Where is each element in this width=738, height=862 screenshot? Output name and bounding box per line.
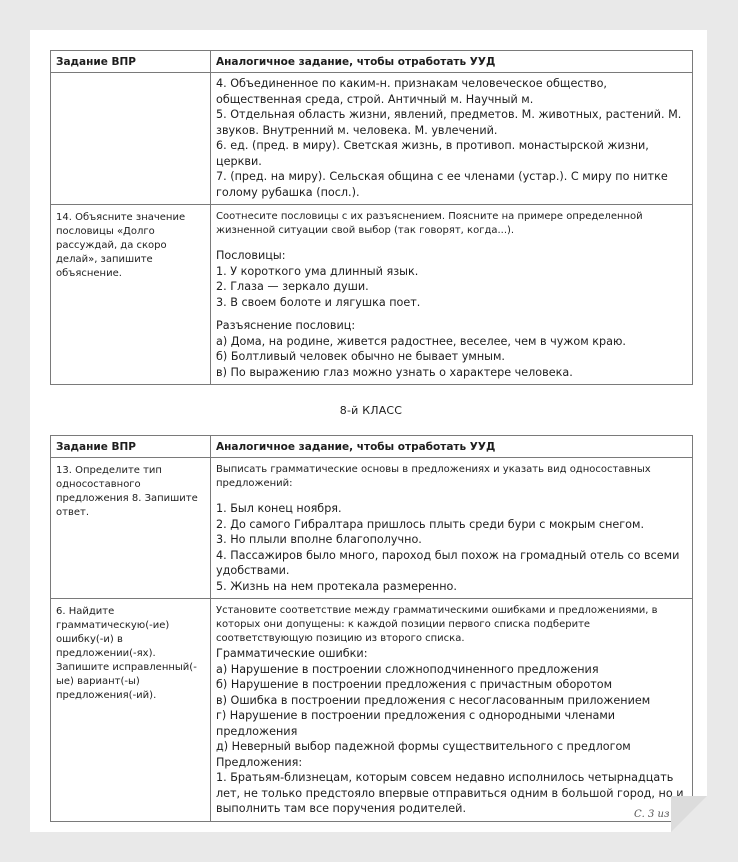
table-header-row (51, 51, 693, 73)
analog-task-cell (211, 73, 693, 205)
error-item: а) Нарушение в построении сложноподчиненного предложения (216, 662, 599, 676)
analog-task-cell (211, 205, 693, 385)
document-page (30, 30, 707, 832)
definition-line: 6. ед. (пред. в миру). Светская жизнь, в противоп. монастырской жизни, церкви. (216, 139, 649, 168)
vpr-task-cell: 14. Объясните значение пословицы «Долго рассуждай, да скоро делай», запишите объяснение. (51, 205, 211, 385)
proverb-item: 3. В своем болоте и лягушка поет. (216, 295, 421, 309)
definition-line: 4. Объединенное по каким-н. признакам человеческое общество, общественная среда, строй. Античный м. Научный м. (216, 77, 607, 106)
explanations-title: Разъяснение пословиц: (216, 319, 356, 332)
table-row (51, 205, 693, 385)
sentence-item: 4. Пассажиров было много, пароход был похож на громадный отель со всеми удобствами. (216, 548, 680, 577)
error-item: б) Нарушение в построении предложения с причастным оборотом (216, 678, 613, 691)
page-number: С. 3 из 4 (634, 809, 679, 820)
tasks-table-7 (50, 50, 693, 385)
task-instruction: Установите соответствие между грамматическими ошибками и предложениями, в которых они допущены: к каждой позиции первого списка подберите соответствующую позицию из второго списка. (216, 605, 658, 644)
table-header-row (51, 436, 693, 458)
error-item: г) Нарушение в построении предложения с однородными членами предложения (216, 709, 616, 738)
explanation-item: в) По выражению глаз можно узнать о характере человека. (216, 365, 573, 379)
proverbs-title: Пословицы: (216, 249, 286, 262)
proverb-item: 2. Глаза — зеркало души. (216, 280, 369, 293)
error-item: д) Неверный выбор падежной формы существительного с предлогом (216, 740, 631, 753)
header-analog-task: Аналогичное задание, чтобы отработать УУД (211, 51, 693, 73)
sentence-item: 1. Был конец ноября. (216, 502, 342, 515)
error-item: в) Ошибка в построении предложения с несогласованным приложением (216, 693, 651, 707)
sentence-item: 2. До самого Гибралтара пришлось плыть среди бури с мокрым снегом. (216, 517, 645, 531)
explanation-item: а) Дома, на родине, живется радостнее, веселее, чем в чужом краю. (216, 334, 626, 348)
proverb-item: 1. У короткого ума длинный язык. (216, 264, 419, 278)
explanation-item: б) Болтливый человек обычно не бывает умным. (216, 350, 505, 363)
header-vpr-task: Задание ВПР (51, 436, 211, 458)
analog-task-cell (211, 599, 693, 822)
sentence-item: 1. Братьям-близнецам, которым совсем недавно исполнилось четырнадцать лет, не только предстояло впервые отправиться одним в большой город, но и выполнить там все поручения родителей. (216, 771, 684, 815)
table-row (51, 458, 693, 599)
definition-line: 5. Отдельная область жизни, явлений, предметов. М. животных, растений. М. звуков. Внутренний м. человека. М. увлечений. (216, 108, 682, 137)
table-row (51, 599, 693, 822)
errors-title: Грамматические ошибки: (216, 647, 368, 660)
task-instruction: Выписать грамматические основы в предложениях и указать вид односоставных предложений: (216, 464, 651, 489)
vpr-task-cell: 6. Найдите грамматическую(-ие) ошибку(-и) в предложении(-ях). Запишите исправленный(-ые) вариант(-ы) предложения(-ий). (51, 599, 211, 822)
tasks-table-8 (50, 435, 693, 822)
page-curl (671, 796, 707, 832)
header-analog-task: Аналогичное задание, чтобы отработать УУД (211, 436, 693, 458)
sentence-item: 5. Жизнь на нем протекала размеренно. (216, 579, 457, 593)
vpr-task-cell (51, 73, 211, 205)
sentence-item: 3. Но плыли вполне благополучно. (216, 533, 422, 546)
sentences-title: Предложения: (216, 755, 303, 769)
definition-line: 7. (пред. на миру). Сельская община с ее членами (устар.). С миру по нитке голому рубашка (посл.). (216, 170, 668, 199)
section-title: 8-й КЛАСС (339, 404, 403, 417)
table-row (51, 73, 693, 205)
analog-task-cell (211, 458, 693, 599)
task-instruction: Соотнесите пословицы с их разъяснением. Поясните на примере определенной жизненной ситуации свой выбор (так говорят, когда...). (216, 211, 643, 236)
vpr-task-cell: 13. Определите тип односоставного предложения 8. Запишите ответ. (51, 458, 211, 599)
header-vpr-task: Задание ВПР (51, 51, 211, 73)
